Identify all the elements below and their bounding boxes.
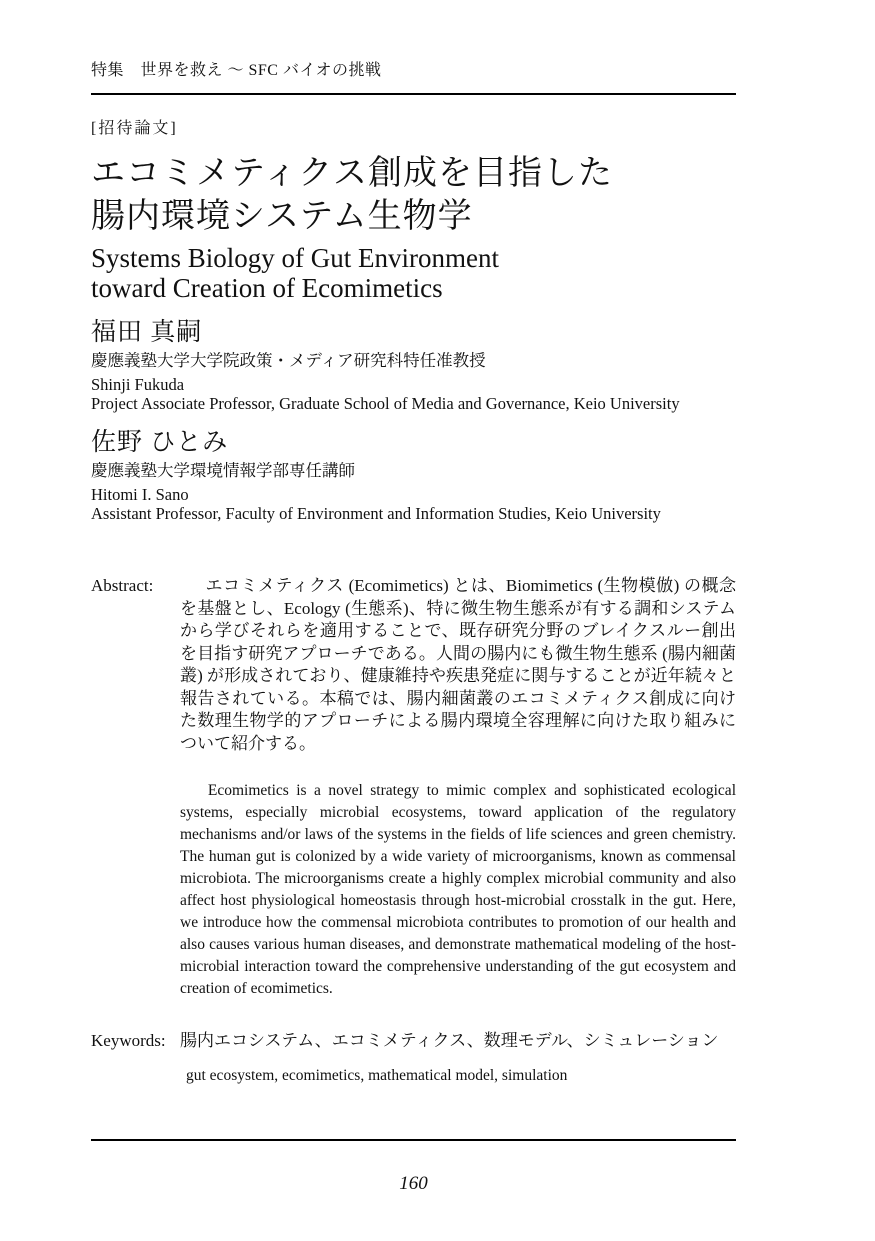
header-rule bbox=[91, 93, 736, 95]
author-affiliation-japanese: 慶應義塾大学大学院政策・メディア研究科特任准教授 bbox=[91, 351, 486, 370]
paper-title-jp-line1: エコミメティクス創成を目指した bbox=[91, 155, 613, 192]
keywords-japanese: 腸内エコシステム、エコミメティクス、数理モデル、シミュレーション bbox=[180, 1031, 719, 1050]
author-name-japanese: 佐野 ひとみ bbox=[91, 429, 229, 456]
running-head: 特集 世界を救え ～ SFC バイオの挑戦 bbox=[91, 62, 382, 79]
author-affiliation-japanese: 慶應義塾大学環境情報学部専任講師 bbox=[91, 461, 355, 480]
page-number: 160 bbox=[399, 1173, 428, 1194]
abstract-section bbox=[91, 575, 736, 755]
paper-title-jp-line2: 腸内環境システム生物学 bbox=[91, 198, 473, 235]
keywords-column bbox=[180, 1030, 736, 1086]
page-footer bbox=[91, 1139, 736, 1195]
author-name-english: Shinji Fukuda bbox=[91, 375, 185, 394]
abstract-label: Abstract: bbox=[91, 576, 154, 595]
paper-title-japanese bbox=[91, 152, 736, 238]
page-content bbox=[91, 0, 736, 1086]
paper-title-en-line1: Systems Biology of Gut Environment bbox=[91, 243, 499, 273]
author-affiliation-english: Assistant Professor, Faculty of Environment and Information Studies, Keio University bbox=[91, 504, 661, 523]
author-name-japanese: 福田 真嗣 bbox=[91, 319, 203, 346]
author-block-1 bbox=[91, 318, 736, 413]
footer-rule bbox=[91, 1139, 736, 1141]
keywords-section bbox=[91, 1030, 736, 1086]
paper-title-en-line2: toward Creation of Ecomimetics bbox=[91, 273, 443, 303]
author-name-english: Hitomi I. Sano bbox=[91, 485, 189, 504]
article-type-label: [招待論文] bbox=[91, 120, 178, 137]
author-affiliation-english: Project Associate Professor, Graduate School of Media and Governance, Keio University bbox=[91, 394, 680, 413]
paper-title-english bbox=[91, 243, 736, 303]
author-block-2 bbox=[91, 428, 736, 523]
abstract-text-japanese: エコミメティクス (Ecomimetics) とは、Biomimetics (生物模倣) の概念を基盤とし、Ecology (生態系)、特に微生物生態系が有する調和システムから学びそれらを適用することで、既存研究分野のブレイクスルー創出を目指す研究アプローチである。人間の腸内にも微生物生態系 (腸内細菌叢) が形成されており、健康維持や疾患発症に関与することが近年続々と報告されている。本稿では、腸内細菌叢のエコミメティクス創成に向けた数理生物学的アプローチによる腸内環境全容理解に向けた取り組みについて紹介する。 bbox=[180, 576, 736, 753]
keywords-english: gut ecosystem, ecomimetics, mathematical model, simulation bbox=[186, 1067, 568, 1084]
keywords-label: Keywords: bbox=[91, 1031, 166, 1050]
abstract-text-english: Ecomimetics is a novel strategy to mimic complex and sophisticated ecological systems, especially microbial ecosystems, toward application of the regulatory mechanisms and/or laws of the systems in the fields of life sciences and green chemistry. The human gut is colonized by a wide variety of microorganisms, known as commensal microbiota. The microorganisms create a highly complex microbial community and also affect host physiological homeostasis through host-microbial crosstalk in the gut. Here, we introduce how the commensal microbiota contributes to promotion of our health and also causes various human diseases, and demonstrate mathematical modeling of the host-microbial interaction toward the comprehensive understanding of the gut ecosystem and creation of ecomimetics. bbox=[180, 782, 736, 997]
